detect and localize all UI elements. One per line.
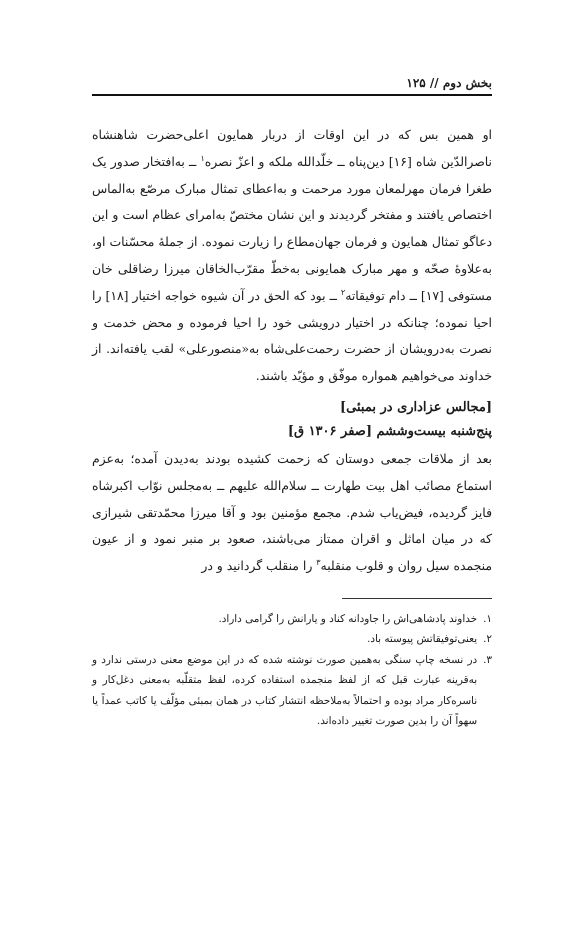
paragraph-1-text-a: او همین بس که در این اوقات از دربار همایون اعلی‌حضرت شاهنشاه ناصرالدّین شاه [۱۶] دین‌پناه ــ خلّدالله ملکه و اعزّ نصره: [92, 127, 493, 169]
footnote-divider: [342, 598, 492, 599]
running-head-text: بخش دوم // ۱۲۵: [406, 76, 492, 90]
footnote-item: [92, 650, 492, 732]
footnote-number: ۱.: [483, 612, 492, 625]
paragraph-2-text-b: را منقلب گردانید و در: [201, 558, 317, 574]
footnote-list: [92, 609, 492, 732]
paragraph-1: [92, 122, 492, 390]
footnote-item: [92, 609, 492, 630]
footnote-number: ۳.: [483, 653, 492, 666]
footnote-number: ۲.: [483, 633, 492, 646]
footnote-ref-3: ۳: [316, 558, 321, 568]
paragraph-2: [92, 446, 492, 580]
main-text-2: [92, 446, 492, 580]
paragraph-1-text-c: ــ بود که الحق در آن شیوه خواجه اختیار [۱۸] را احیا نموده؛ چنانکه در اختیار درویشی خود را احیا فرموده و محض خدمت و نصرت به‌درویشان از حضرت رحمت‌علی‌شاه به«منصورعلی» لقب یافته‌اند. از خداوند می‌خواهیم همواره موفّق و مؤیّد باشند.: [92, 287, 492, 384]
footnote-ref-2: ۲: [340, 287, 346, 297]
main-text: [92, 122, 492, 390]
section-heading: [مجالس عزاداری در بمبئی]: [339, 399, 492, 415]
footnote-text: در نسخه چاپ سنگی به‌همین صورت نوشته شده که در این موضع معنی درستی ندارد و به‌قرینه عبارت قبل که از لفظ منجمده استفاده کرده، لفظ متقلّبه به‌معنی دغل‌کار و ناسره‌کار مراد بوده و احتمالاً به‌ملاحظه انتشار کتاب در همان بمبئی مؤلّف یا کاتب عمداً یا سهواً آن را بدین صورت تغییر داده‌اند.: [92, 653, 478, 728]
footnote-text: یعنی‌توفیقاتش پیوسته باد.: [367, 633, 478, 646]
paragraph-2-text-a: بعد از ملاقات جمعی دوستان که زحمت کشیده بودند به‌دیدن آمده؛ به‌عزم استماع مصائب اهل بیت طهارت ــ سلام‌الله علیهم ــ به‌مجلس نوّاب اکبرشاه فایز گردیده، فیض‌یاب شدم. مجمع مؤمنین بود و آقا میرزا محمّدتقی شیرازی که در میان اماثل و اقران ممتاز می‌باشند، صعود بر منبر نمود و از عیون منجمده سیل روان و قلوب منقلبه: [92, 450, 492, 574]
footnote-ref-1: ۱: [200, 153, 205, 163]
paragraph-1-text-b: ــ به‌افتخار صدور یک طغرا فرمان مهرلمعان مورد مرحمت و به‌اعطای تمثال مبارک مرصّع به‌الماس اختصاص یافتند و مفتخر گردیدند و این نشان مختصّ به‌امرای عظام است و این دعاگو تمثال همایون و فرمان جهان‌مطاع را زیارت نموده. از جملهٔ محسّنات او، به‌علاوهٔ صحّه و مهر مبارک همایونی به‌خطّ مقرّب‌الخاقان میرزا رضاقلی خان مستوفی [۱۷] ــ دام توفیقاته: [92, 153, 492, 303]
book-page: [92, 64, 492, 742]
footnote-item: [92, 629, 492, 650]
footnote-text: خداوند پادشاهی‌اش را جاودانه کناد و یارانش را گرامی داراد.: [218, 612, 478, 625]
section-subheading: پنج‌شنبه بیست‌وششم [صفر ۱۳۰۶ ق]: [287, 423, 492, 439]
running-head: [92, 64, 492, 96]
